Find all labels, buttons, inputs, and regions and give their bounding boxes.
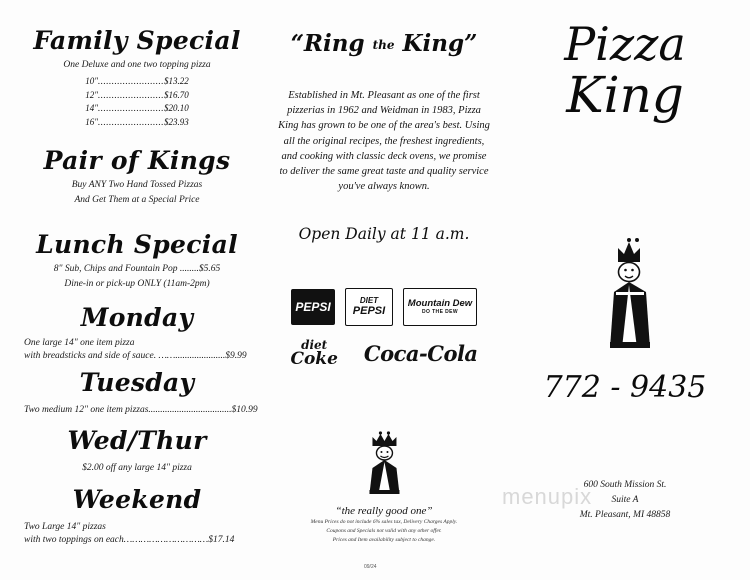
special-tuesday: [8, 370, 266, 417]
special-subtitle-2: with two toppings on each…………………………$17.14: [24, 535, 235, 546]
brand-logo: [500, 18, 750, 124]
special-title: Lunch Special: [36, 230, 238, 259]
beverage-row-1: [268, 288, 500, 326]
king-tagline: “the really good one”: [335, 505, 433, 517]
price-dots: ........................: [98, 116, 165, 127]
price-dots: ........................: [98, 76, 165, 87]
price-row: [85, 116, 189, 130]
special-monday: [8, 305, 266, 363]
diet-pepsi-label-bottom: PEPSI: [352, 305, 386, 317]
diet-pepsi-label-top: DIET: [359, 296, 379, 305]
pepsi-label: PEPSI: [295, 300, 331, 314]
ring-king-the: the: [372, 38, 395, 52]
special-title: Wed/Thur: [67, 426, 207, 455]
about-column: [268, 0, 500, 580]
price-list: [85, 75, 189, 129]
king-mascot-large: [596, 236, 668, 359]
special-subtitle: Two medium 12" one item pizzas...................................$10.99: [24, 405, 258, 416]
price-row: [85, 89, 189, 103]
special-title: Family Special: [33, 26, 241, 55]
diet-pepsi-logo: [345, 288, 393, 326]
coca-cola-logo: Coca-Cola: [363, 341, 478, 367]
price-size: 12": [85, 89, 99, 100]
page-code: 09/24: [364, 564, 377, 570]
mountain-dew-logo: [403, 288, 477, 326]
special-title: Tuesday: [79, 368, 195, 397]
special-family: [8, 28, 266, 130]
brand-column: [500, 0, 750, 580]
disclaimer-line-1: Menu Prices do not include 6% sales tax, Delivery Charges Apply.: [310, 519, 458, 525]
diet-coke-logo: [290, 340, 337, 368]
special-title: Weekend: [72, 485, 202, 514]
special-subtitle-2: with breadsticks and side of sauce. …….....................$9.99: [24, 351, 247, 362]
price-row: [85, 75, 189, 89]
special-subtitle: One Deluxe and one two topping pizza: [63, 60, 211, 71]
special-subtitle: 8" Sub, Chips and Fountain Pop ........$5.65: [53, 264, 221, 275]
disclaimer-line-2: Coupons and Specials not valid with any other offer.: [326, 527, 442, 534]
pepsi-logo: [291, 289, 335, 325]
disclaimer: [276, 518, 492, 544]
special-subtitle: One large 14" one item pizza: [24, 338, 135, 349]
ring-the-king-heading: [268, 30, 500, 57]
special-subtitle-2: And Get Them at a Special Price: [74, 195, 200, 206]
king-mascot-icon: [356, 430, 412, 496]
king-mascot-icon: [596, 236, 668, 354]
beverage-row-2: [268, 340, 500, 368]
price-dots: ........................: [98, 89, 165, 100]
specials-column: [8, 0, 266, 580]
special-pair-of-kings: [8, 148, 266, 207]
special-lunch: [8, 232, 266, 291]
mountain-dew-label-bottom: DO THE DEW: [422, 309, 458, 316]
price-size: 10": [85, 76, 99, 87]
diet-coke-label-bottom: Coke: [290, 349, 338, 370]
ring-king-quote-open: “Ring: [290, 30, 365, 57]
special-subtitle: Buy ANY Two Hand Tossed Pizzas: [71, 180, 203, 191]
price-size: 16": [85, 116, 99, 127]
watermark: menupix: [502, 484, 593, 509]
king-mascot-small: [335, 430, 432, 517]
address-line-3: Mt. Pleasant, MI 48858: [579, 510, 671, 521]
address-line-1: 600 South Mission St.: [583, 480, 667, 490]
price-value: $23.93: [164, 116, 189, 127]
ring-king-king: King”: [402, 30, 478, 57]
mountain-dew-label-top: Mountain Dew: [407, 297, 473, 309]
special-wed-thur: [8, 428, 266, 475]
price-row: [85, 102, 189, 116]
special-subtitle: Two Large 14" pizzas: [24, 522, 106, 533]
beverage-logos: [268, 288, 500, 368]
special-title: Monday: [80, 303, 194, 332]
price-value: $13.22: [164, 76, 189, 87]
address-block: [500, 478, 750, 524]
special-title: Pair of Kings: [43, 146, 231, 175]
diet-coke-label-top: diet: [301, 338, 328, 352]
special-weekend: [8, 487, 266, 547]
disclaimer-line-3: Prices and Item availability subject to change.: [332, 536, 436, 543]
price-value: $20.10: [164, 103, 189, 114]
brand-line-1: Pizza: [564, 17, 686, 71]
price-dots: ........................: [98, 103, 165, 114]
address-line-2: Suite A: [611, 495, 639, 506]
special-subtitle: $2.00 off any large 14" pizza: [82, 463, 192, 474]
brand-line-2: King: [566, 65, 684, 124]
about-blurb: Established in Mt. Pleasant as one of the first pizzerias in 1962 and Weidman in 1983, Pizza King has grown to be one of the area's best. Using all the original recipes, the freshest ingredients, and cooking with classic deck ovens, we promise to deliver the same great taste and quality service you've always known.: [278, 90, 490, 193]
open-daily-text: Open Daily at 11 a.m.: [298, 225, 470, 243]
price-value: $16.70: [164, 89, 189, 100]
price-size: 14": [85, 103, 99, 114]
special-subtitle-2: Dine-in or pick-up ONLY (11am-2pm): [64, 279, 210, 290]
phone-number[interactable]: 772 - 9435: [543, 370, 707, 405]
